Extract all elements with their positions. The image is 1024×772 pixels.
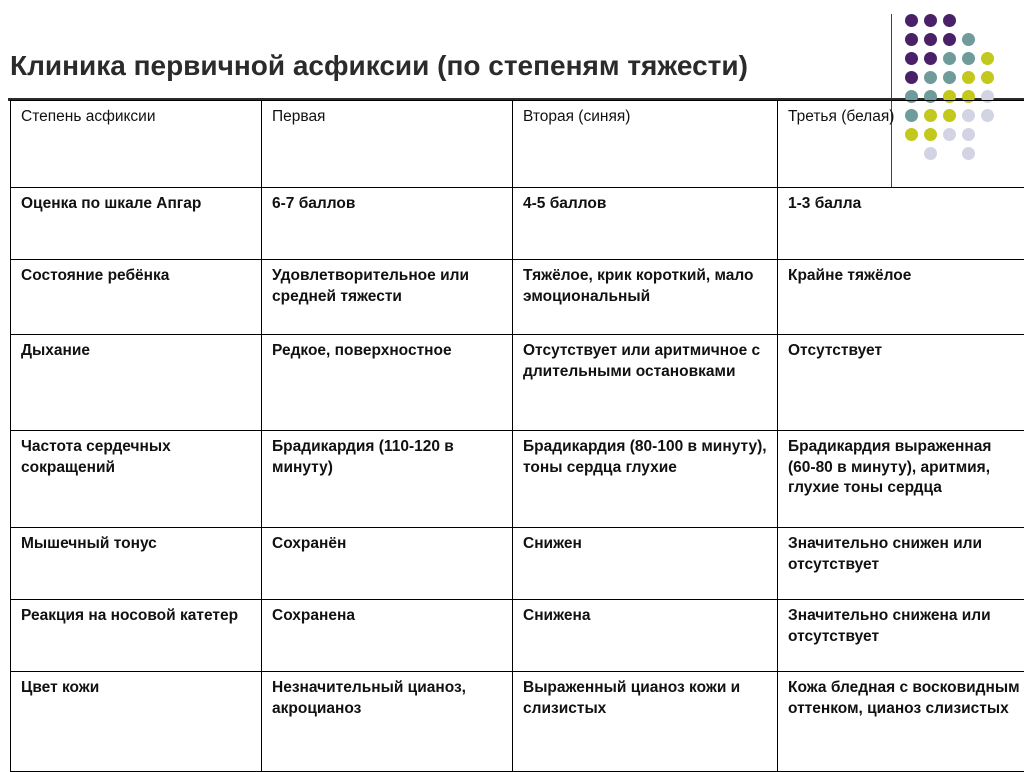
decorative-dot — [943, 14, 956, 27]
table-cell: Отсутствует — [778, 335, 1024, 431]
table-cell: Снижена — [513, 600, 778, 672]
table-cell: Выраженный цианоз кожи и слизистых — [513, 672, 778, 772]
table-row — [11, 600, 1024, 672]
header-cell: Первая — [262, 101, 513, 188]
table-cell: Снижен — [513, 528, 778, 600]
table-cell: Значительно снижен или отсутствует — [778, 528, 1024, 600]
table-cell: Брадикардия (110-120 в минуту) — [262, 431, 513, 528]
table-row — [11, 672, 1024, 772]
row-label-cell: Реакция на носовой катетер — [11, 600, 262, 672]
decorative-dot — [981, 71, 994, 84]
table-header-row — [11, 101, 1024, 188]
row-label-cell: Цвет кожи — [11, 672, 262, 772]
row-label-cell: Мышечный тонус — [11, 528, 262, 600]
decorative-dot — [905, 14, 918, 27]
table-row — [11, 260, 1024, 335]
table-cell: Крайне тяжёлое — [778, 260, 1024, 335]
table-cell: Брадикардия (80-100 в минуту), тоны сердца глухие — [513, 431, 778, 528]
table-cell: Тяжёлое, крик короткий, мало эмоциональный — [513, 260, 778, 335]
asphyxia-table — [10, 100, 1024, 772]
decorative-dot — [905, 52, 918, 65]
decorative-dot — [924, 71, 937, 84]
table-cell: Сохранён — [262, 528, 513, 600]
row-label-cell: Оценка по шкале Апгар — [11, 188, 262, 260]
table-cell: Кожа бледная с восковидным оттенком, цианоз слизистых — [778, 672, 1024, 772]
header-cell: Степень асфиксии — [11, 101, 262, 188]
header-cell: Третья (белая) — [778, 101, 1024, 188]
page-title: Клиника первичной асфиксии (по степеням тяжести) — [10, 50, 748, 82]
decorative-dot — [981, 52, 994, 65]
row-label-cell: Состояние ребёнка — [11, 260, 262, 335]
row-label-cell: Дыхание — [11, 335, 262, 431]
table-cell: Незначительный цианоз, акроцианоз — [262, 672, 513, 772]
decorative-dot — [962, 33, 975, 46]
table-cell: Редкое, поверхностное — [262, 335, 513, 431]
table-cell: Значительно снижена или отсутствует — [778, 600, 1024, 672]
decorative-dot — [943, 33, 956, 46]
table-row — [11, 528, 1024, 600]
decorative-dot — [905, 33, 918, 46]
table-cell: 6-7 баллов — [262, 188, 513, 260]
table-cell: 1-3 балла — [778, 188, 1024, 260]
decorative-dot — [943, 52, 956, 65]
decorative-dot — [962, 52, 975, 65]
table-row — [11, 188, 1024, 260]
header-cell: Вторая (синяя) — [513, 101, 778, 188]
table-cell: Сохранена — [262, 600, 513, 672]
table-cell: Отсутствует или аритмичное с длительными остановками — [513, 335, 778, 431]
table-cell: Брадикардия выраженная (60-80 в минуту), аритмия, глухие тоны сердца — [778, 431, 1024, 528]
decorative-dot — [924, 52, 937, 65]
table-row — [11, 431, 1024, 528]
table-cell: Удовлетворительное или средней тяжести — [262, 260, 513, 335]
decorative-dot — [905, 71, 918, 84]
row-label-cell: Частота сердечных сокращений — [11, 431, 262, 528]
decorative-dot — [962, 71, 975, 84]
decorative-dot — [943, 71, 956, 84]
table-cell: 4-5 баллов — [513, 188, 778, 260]
decorative-dot — [924, 33, 937, 46]
table-row — [11, 335, 1024, 431]
decorative-dot — [924, 14, 937, 27]
